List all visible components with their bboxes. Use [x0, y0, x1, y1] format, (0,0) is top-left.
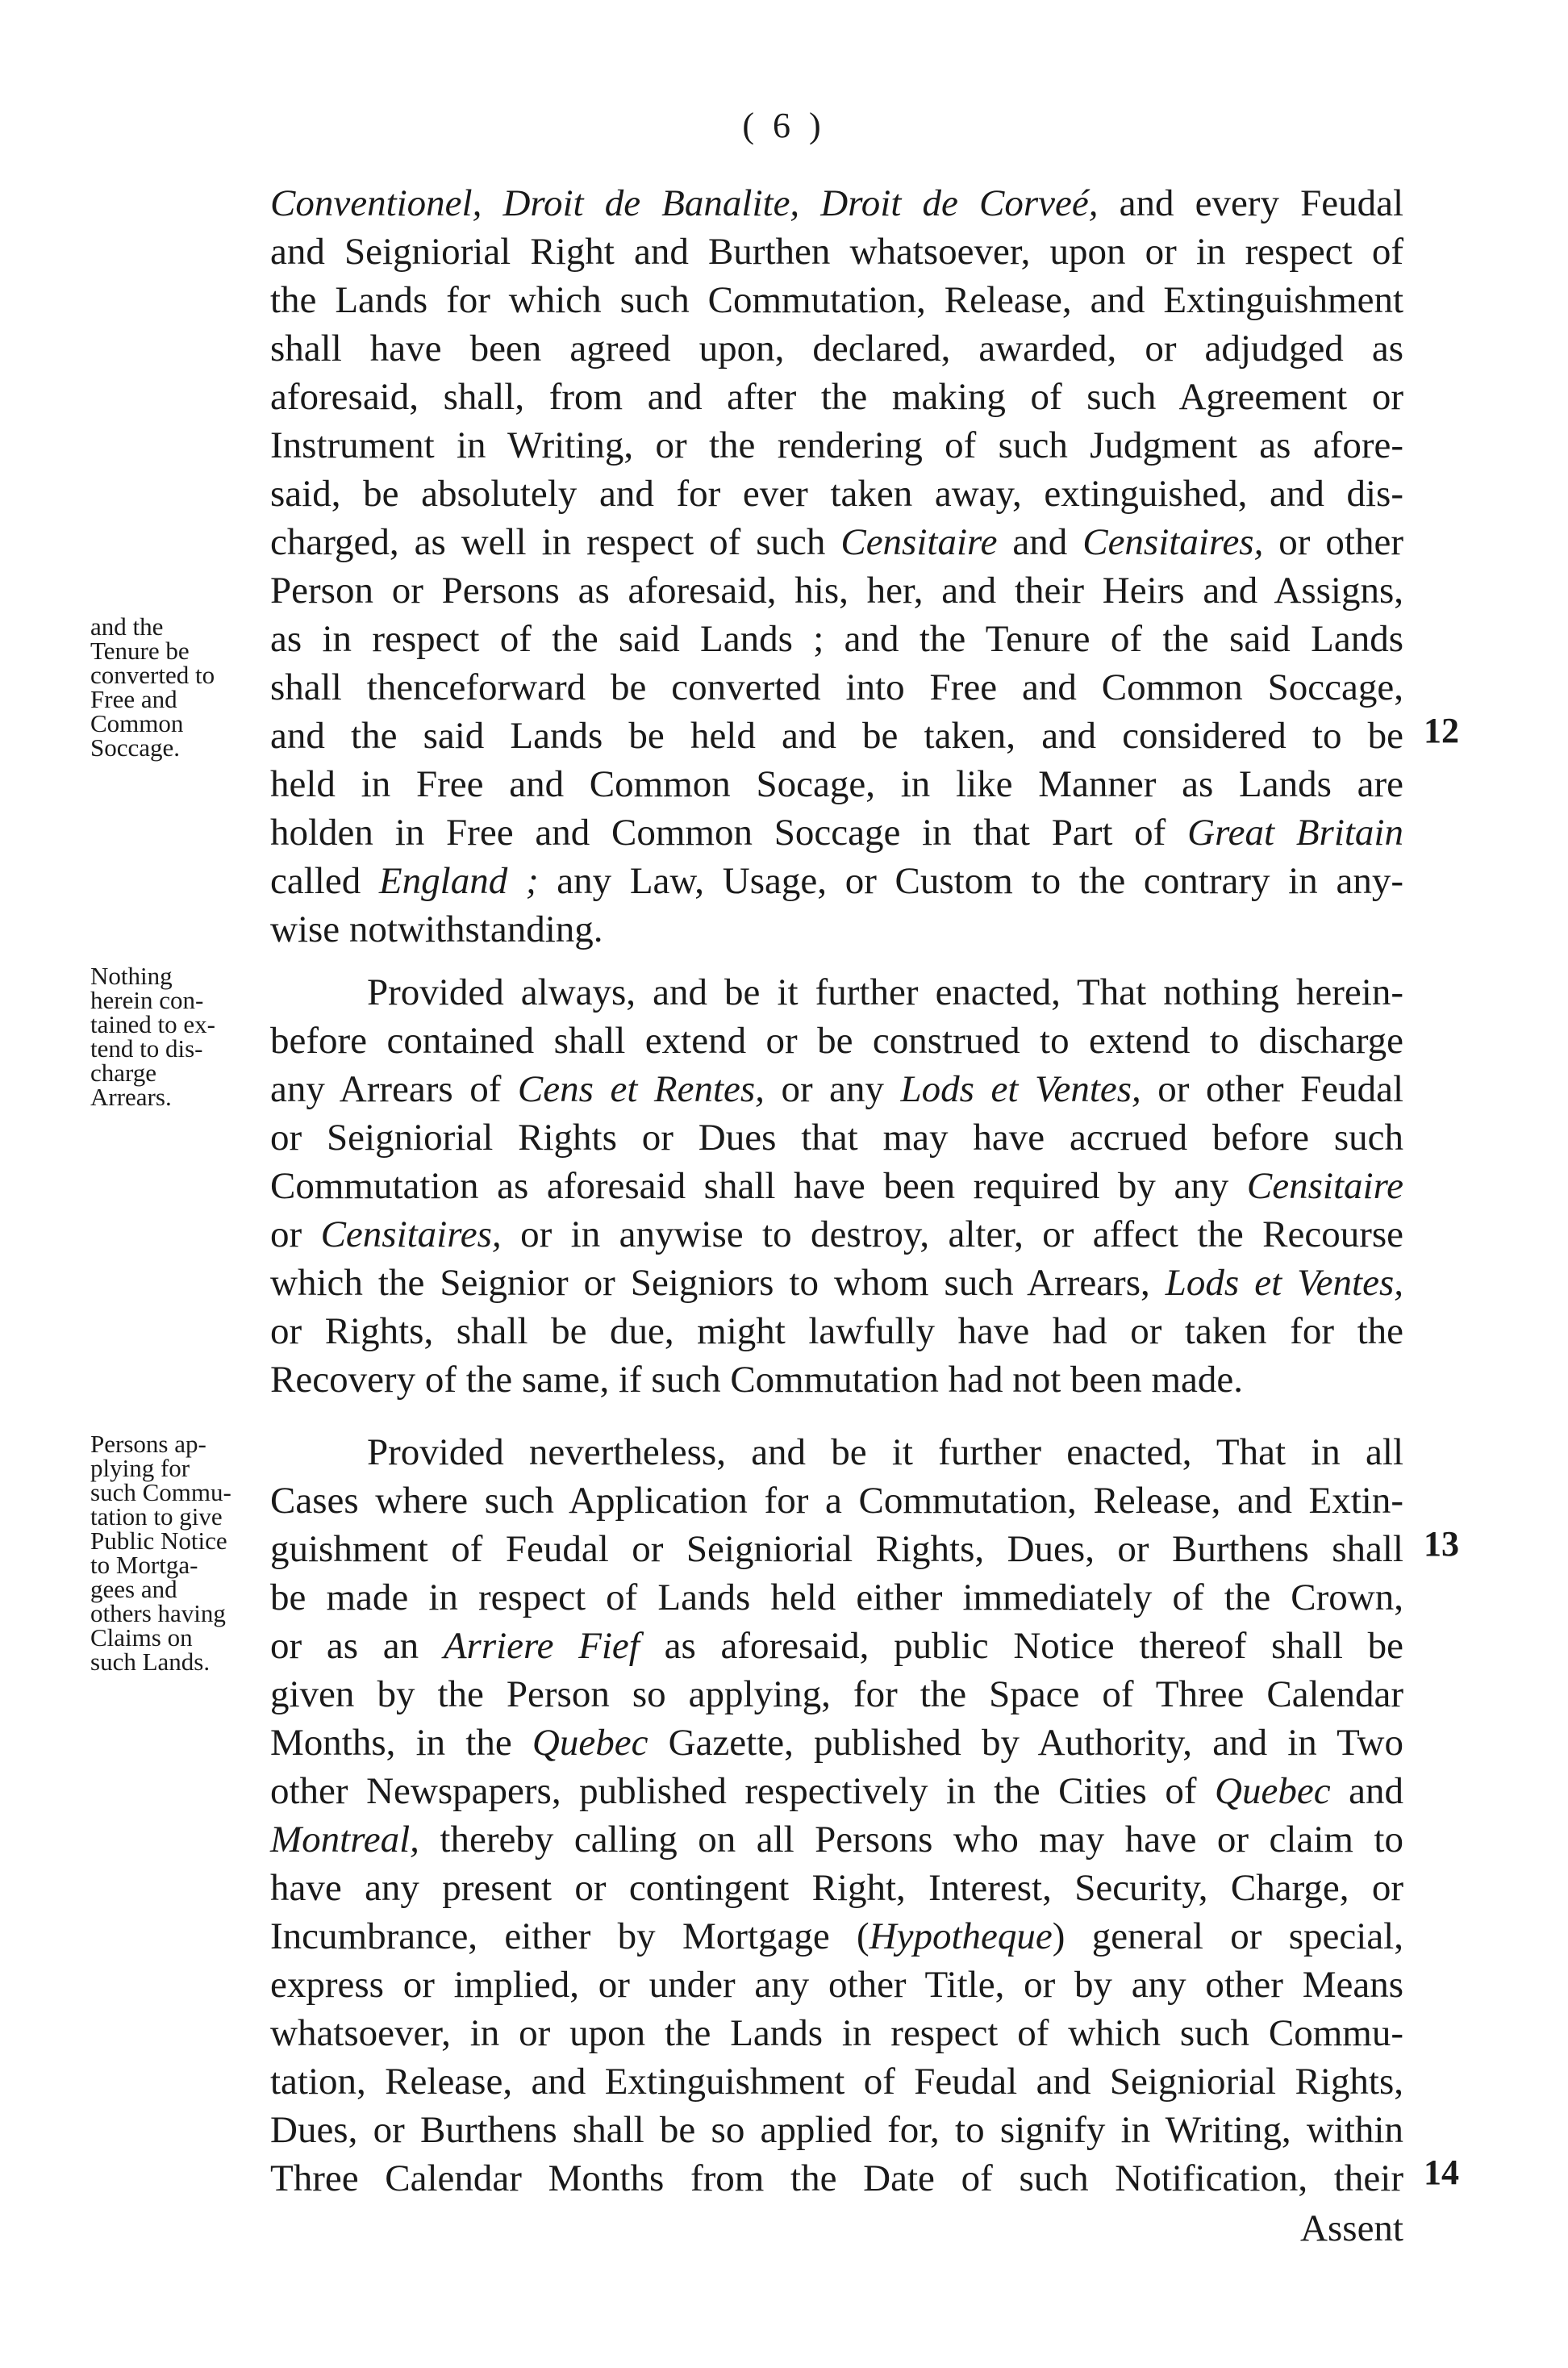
text-line: Provided always, and be it further enacted, That nothing herein-: [367, 971, 1403, 1013]
margin-note-line: and the: [90, 612, 164, 641]
margin-note-line: such Lands.: [90, 1648, 211, 1676]
text-line: whatsoever, in or upon the Lands in respect of which such Commu-: [270, 2012, 1403, 2054]
text-line: aforesaid, shall, from and after the making of such Agreement or: [270, 376, 1403, 418]
margin-note-line: Free and: [90, 685, 177, 713]
text-line: charged, as well in respect of such Censitaire and Censitaires, or other: [270, 521, 1403, 563]
text-line: shall have been agreed upon, declared, awarded, or adjudged as: [270, 328, 1403, 370]
margin-note-tenure: [90, 612, 272, 762]
text-line: as in respect of the said Lands ; and the Tenure of the said Lands: [270, 618, 1403, 660]
text-line: Three Calendar Months from the Date of such Notification, their: [270, 2157, 1403, 2199]
text-line: be made in respect of Lands held either immediately of the Crown,: [270, 1577, 1403, 1618]
section-number-14: 14: [1424, 2153, 1459, 2192]
margin-note-line: Claims on: [90, 1623, 193, 1652]
margin-note-line: Tenure be: [90, 637, 190, 665]
section-number-12: 12: [1424, 711, 1459, 750]
catchword-line: [270, 2204, 1403, 2253]
margin-note-line: tend to dis-: [90, 1034, 203, 1063]
margin-note-line: herein con-: [90, 986, 204, 1014]
paragraph-arrears-proviso: [270, 968, 1403, 1404]
margin-note-line: Arrears.: [90, 1083, 172, 1111]
margin-note-line: Nothing: [90, 962, 173, 990]
text-line: Instrument in Writing, or the rendering of such Judgment as afore-: [270, 424, 1403, 466]
catchword: Assent: [1300, 2207, 1403, 2249]
margin-note-line: plying for: [90, 1454, 190, 1482]
margin-note-line: such Commu-: [90, 1478, 231, 1506]
text-line: any Arrears of Cens et Rentes, or any Lods et Ventes, or other Feudal: [270, 1068, 1404, 1110]
text-line: tation, Release, and Extinguishment of Feudal and Seigniorial Rights,: [270, 2061, 1403, 2103]
margin-note-line: others having: [90, 1599, 226, 1627]
text-line: said, be absolutely and for ever taken away, extinguished, and dis-: [270, 473, 1403, 515]
text-line: or Censitaires, or in anywise to destroy, alter, or affect the Recourse: [270, 1213, 1403, 1255]
text-line: Conventionel, Droit de Banalite, Droit de Corveé, and every Feudal: [270, 182, 1403, 224]
margin-note-line: Public Notice: [90, 1526, 227, 1555]
text-line: express or implied, or under any other Title, or by any other Means: [270, 1964, 1403, 2006]
text-line: Provided nevertheless, and be it further enacted, That in all: [367, 1431, 1403, 1473]
margin-note-line: to Mortga-: [90, 1551, 198, 1579]
text-line: held in Free and Common Socage, in like Manner as Lands are: [270, 763, 1403, 805]
text-line: called England ; any Law, Usage, or Custom to the contrary in any-: [270, 860, 1404, 902]
margin-note-line: converted to: [90, 661, 215, 689]
text-line: Recovery of the same, if such Commutation had not been made.: [270, 1359, 1244, 1401]
text-line: Months, in the Quebec Gazette, published by Authority, and in Two: [270, 1722, 1403, 1764]
text-line: or Seigniorial Rights or Dues that may have accrued before such: [270, 1117, 1403, 1159]
text-line: have any present or contingent Right, Interest, Security, Charge, or: [270, 1867, 1403, 1909]
text-line: guishment of Feudal or Seigniorial Rights, Dues, or Burthens shall: [270, 1528, 1403, 1570]
margin-note-line: Persons ap-: [90, 1430, 206, 1458]
margin-note-persons-applying: [90, 1432, 272, 1674]
text-line: other Newspapers, published respectively in the Cities of Quebec and: [270, 1770, 1403, 1812]
paragraph-commutation: [270, 179, 1403, 954]
page-number: ( 6 ): [742, 106, 826, 145]
text-line: Person or Persons as aforesaid, his, her, and their Heirs and Assigns,: [270, 570, 1403, 612]
margin-note-line: tained to ex-: [90, 1010, 215, 1038]
text-line: shall thenceforward be converted into Free and Common Soccage,: [270, 666, 1403, 708]
margin-note-line: Common: [90, 709, 184, 737]
text-line: which the Seignior or Seigniors to whom such Arrears, Lods et Ventes,: [270, 1262, 1404, 1304]
text-line: Incumbrance, either by Mortgage (Hypotheque) general or special,: [270, 1915, 1403, 1957]
paragraph-public-notice: [270, 1428, 1403, 2203]
text-line: or Rights, shall be due, might lawfully have had or taken for the: [270, 1310, 1403, 1352]
text-line: before contained shall extend or be construed to extend to discharge: [270, 1020, 1403, 1062]
text-line: Dues, or Burthens shall be so applied for, to signify in Writing, within: [270, 2109, 1403, 2151]
margin-note-line: Soccage.: [90, 733, 181, 762]
margin-note-line: charge: [90, 1059, 157, 1087]
text-line: and Seigniorial Right and Burthen whatsoever, upon or in respect of: [270, 231, 1403, 273]
text-line: Cases where such Application for a Commutation, Release, and Extin-: [270, 1480, 1403, 1522]
margin-note-line: gees and: [90, 1575, 177, 1603]
section-number-13: 13: [1424, 1524, 1459, 1564]
text-line: Montreal, thereby calling on all Persons who may have or claim to: [270, 1819, 1403, 1861]
text-line: given by the Person so applying, for the Space of Three Calendar: [270, 1673, 1403, 1715]
text-line: and the said Lands be held and be taken, and considered to be: [270, 715, 1403, 757]
text-line: the Lands for which such Commutation, Release, and Extinguishment: [270, 279, 1403, 321]
text-line: holden in Free and Common Soccage in that Part of Great Britain: [270, 812, 1403, 854]
text-line: or as an Arriere Fief as aforesaid, public Notice thereof shall be: [270, 1625, 1403, 1667]
margin-note-nothing-herein: [90, 964, 272, 1109]
text-line: wise notwithstanding.: [270, 908, 603, 950]
margin-note-line: tation to give: [90, 1502, 223, 1531]
text-line: Commutation as aforesaid shall have been required by any Censitaire: [270, 1165, 1403, 1207]
